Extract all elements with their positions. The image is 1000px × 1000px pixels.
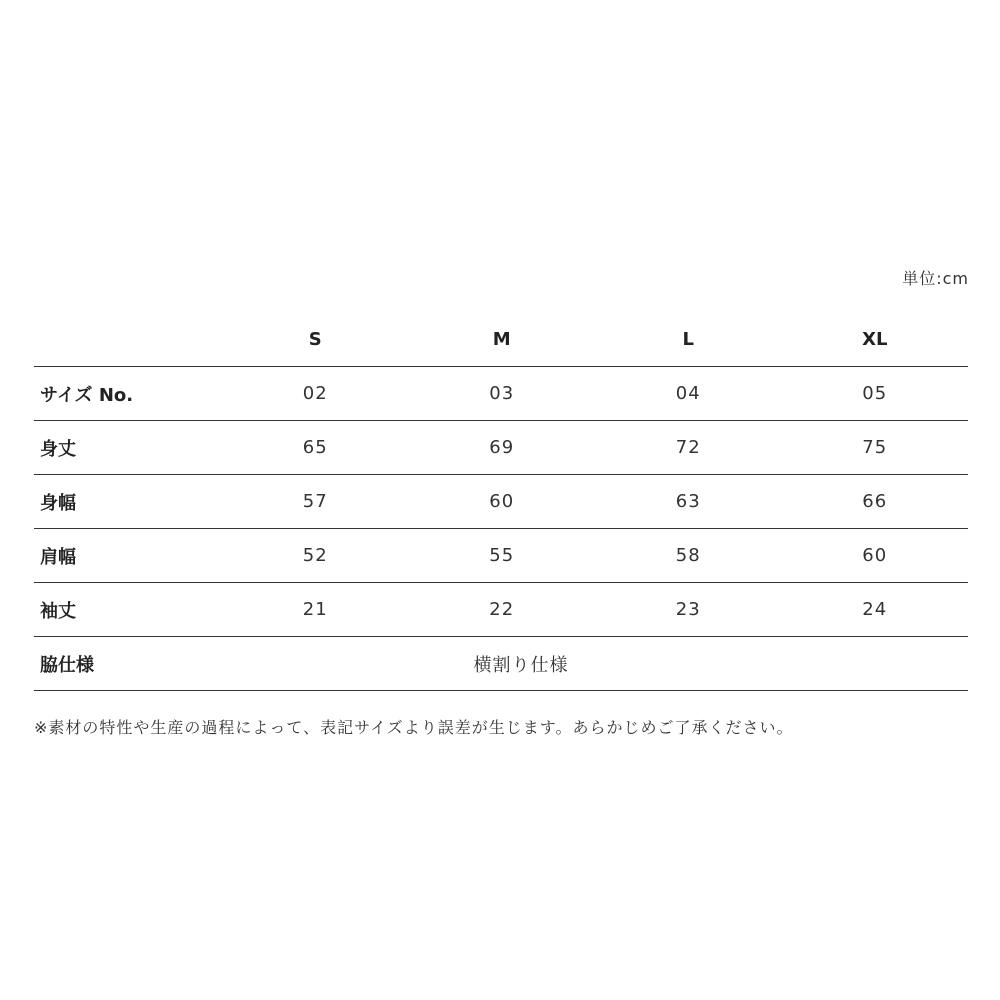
row-label-size-no: サイズ No. [34, 367, 222, 421]
header-row [34, 312, 968, 367]
table-cell: 03 [409, 367, 596, 421]
table-cell: 60 [409, 475, 596, 529]
table-row [34, 583, 968, 637]
size-table [34, 312, 968, 691]
header-size-m: M [409, 312, 596, 367]
table-cell: 72 [595, 421, 782, 475]
table-cell: 02 [222, 367, 409, 421]
header-size-xl: XL [782, 312, 969, 367]
table-row [34, 421, 968, 475]
unit-label: 単位:cm [902, 269, 969, 288]
header-size-l: L [595, 312, 782, 367]
table-cell: 57 [222, 475, 409, 529]
table-cell: 63 [595, 475, 782, 529]
row-label-sleeve-length: 袖丈 [34, 583, 222, 637]
header-corner [34, 312, 222, 367]
table-row [34, 637, 968, 691]
table-cell: 23 [595, 583, 782, 637]
table-cell: 60 [782, 529, 969, 583]
header-size-s: S [222, 312, 409, 367]
table-cell: 22 [409, 583, 596, 637]
table-row [34, 529, 968, 583]
side-spec-value: 横割り仕様 [222, 637, 968, 691]
table-cell: 65 [222, 421, 409, 475]
disclaimer-note: ※素材の特性や生産の過程によって、表記サイズより誤差が生じます。あらかじめご了承ください。 [34, 718, 794, 737]
table-cell: 24 [782, 583, 969, 637]
table-row [34, 475, 968, 529]
table-cell: 05 [782, 367, 969, 421]
table-cell: 58 [595, 529, 782, 583]
row-label-body-width: 身幅 [34, 475, 222, 529]
table-cell: 75 [782, 421, 969, 475]
table-cell: 52 [222, 529, 409, 583]
table-cell: 04 [595, 367, 782, 421]
row-label-shoulder-width: 肩幅 [34, 529, 222, 583]
table-cell: 55 [409, 529, 596, 583]
table-cell: 21 [222, 583, 409, 637]
table-cell: 69 [409, 421, 596, 475]
row-label-body-length: 身丈 [34, 421, 222, 475]
table-row [34, 367, 968, 421]
row-label-side-spec: 脇仕様 [34, 637, 222, 691]
table-cell: 66 [782, 475, 969, 529]
